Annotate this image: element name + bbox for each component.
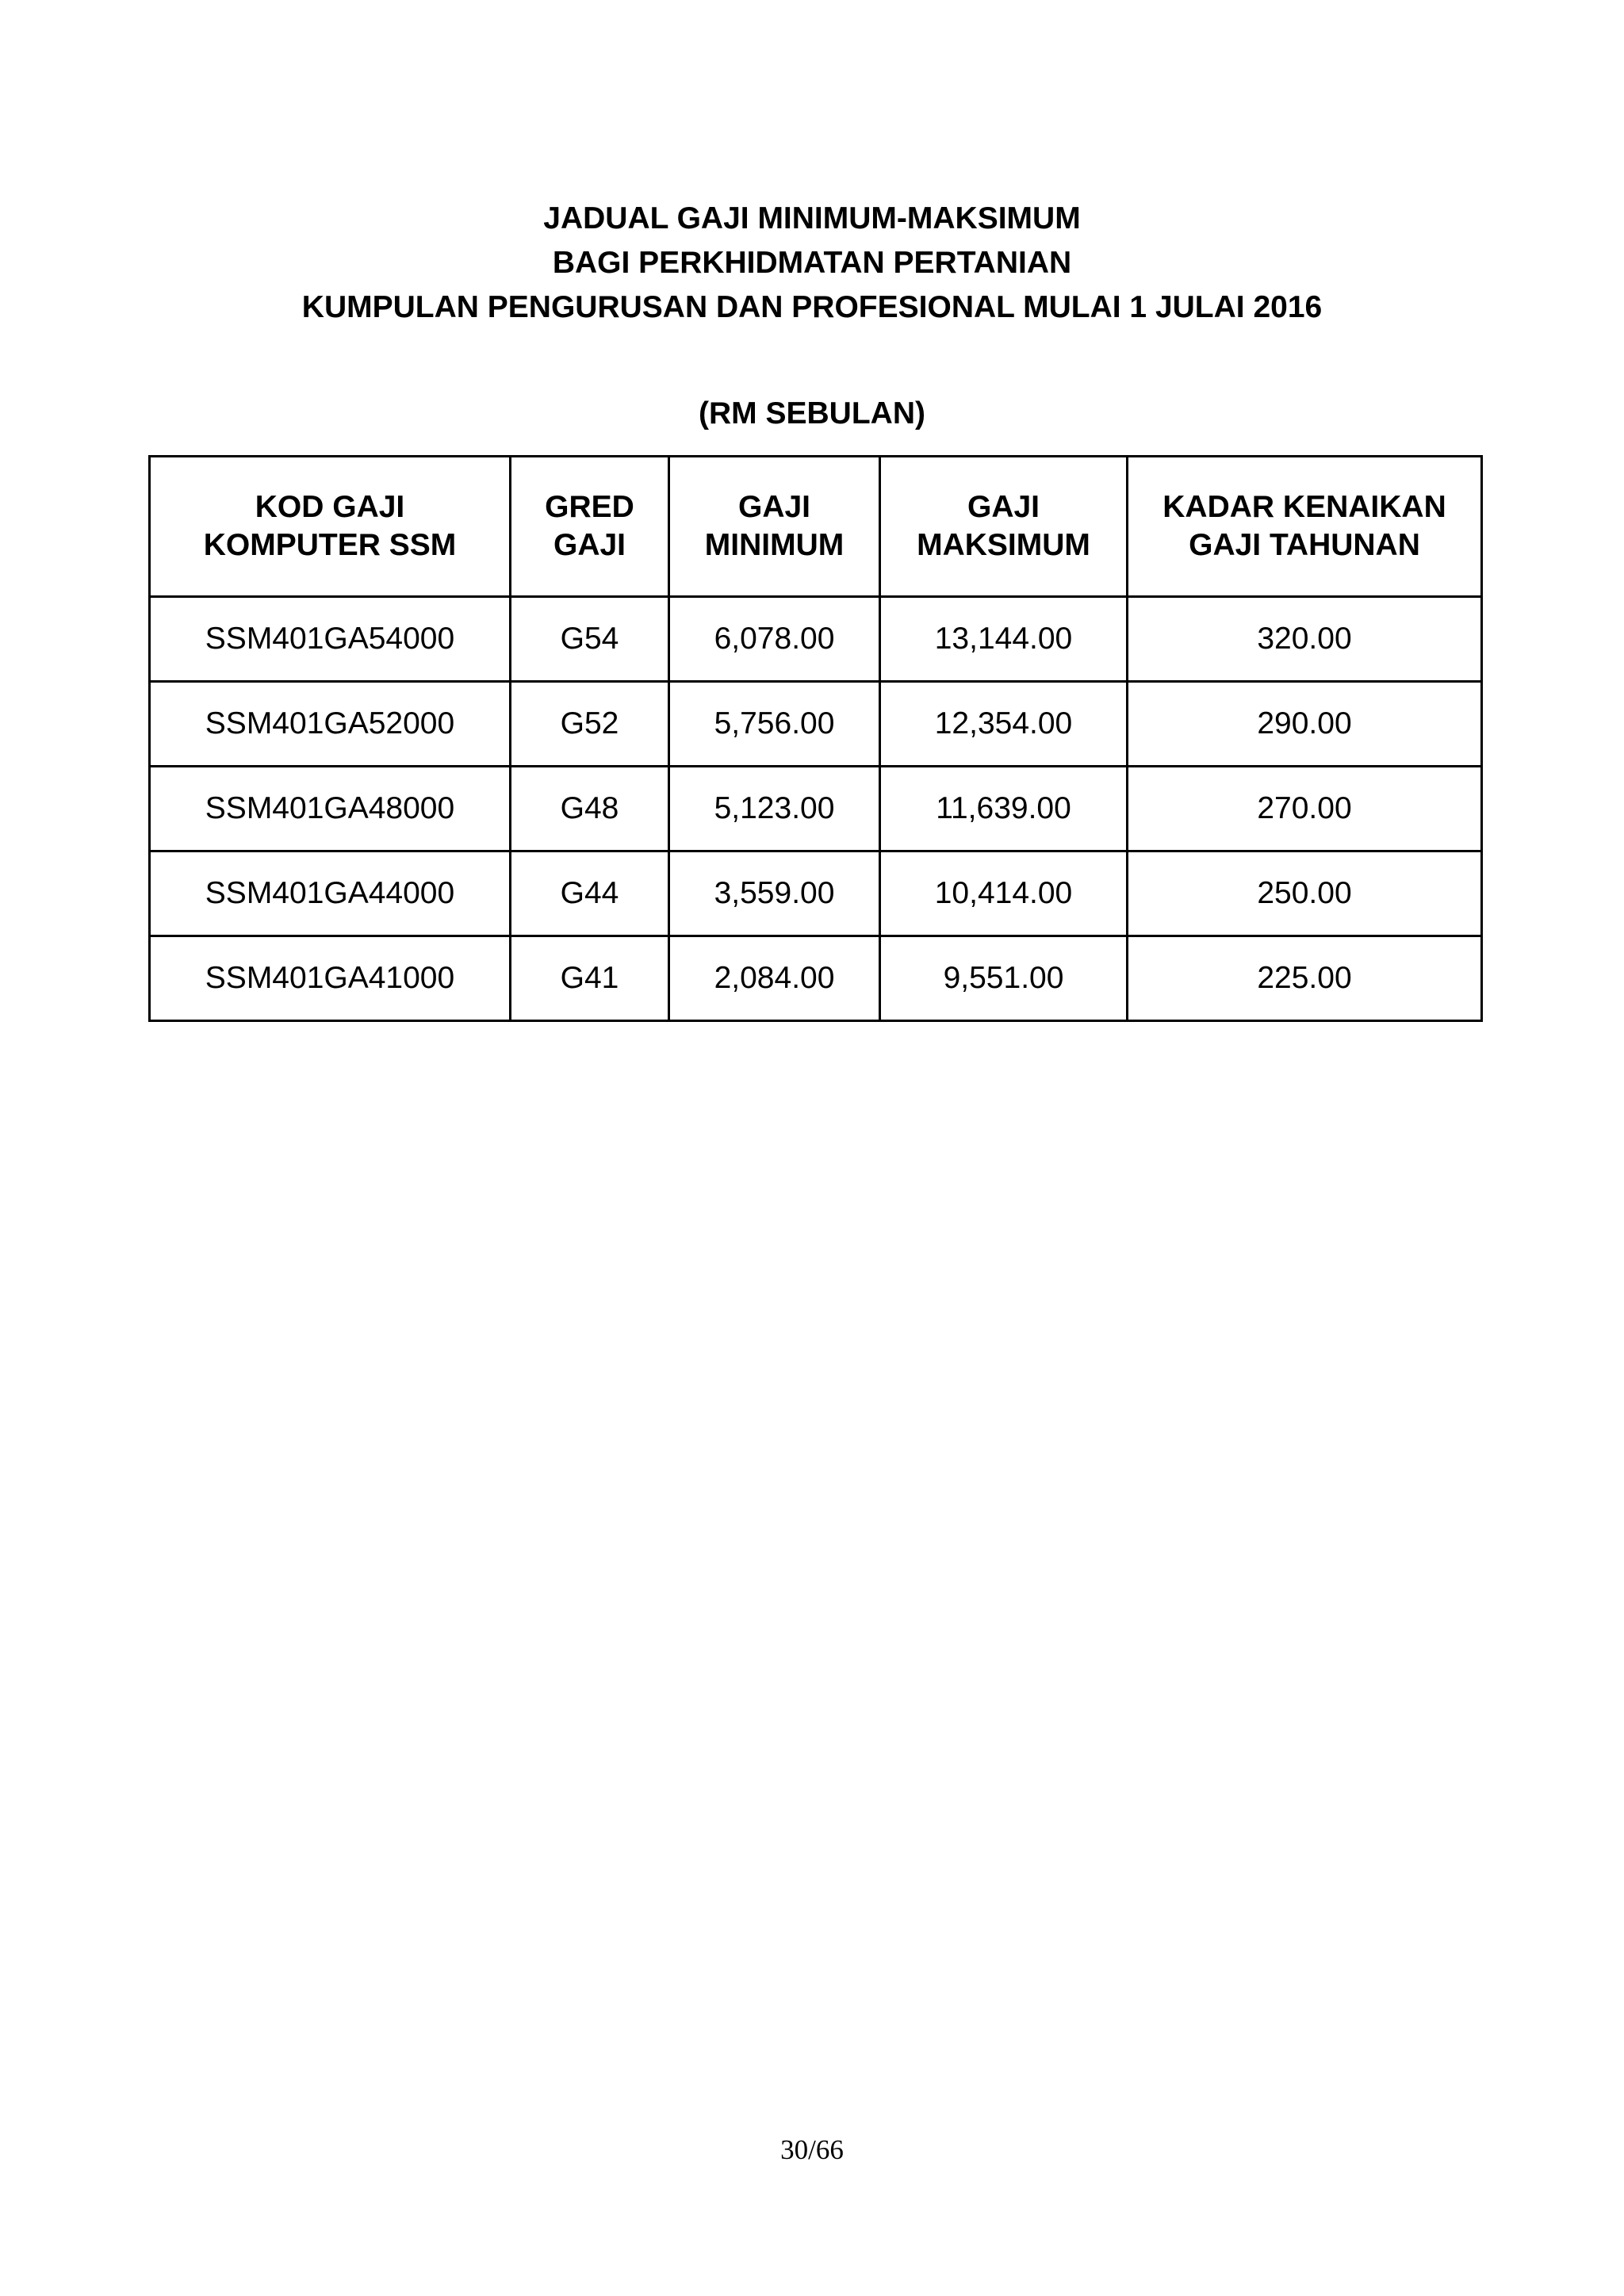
cell-minimum-salary: 6,078.00 <box>669 597 880 682</box>
cell-grade: G52 <box>511 682 669 767</box>
cell-annual-increment: 320.00 <box>1128 597 1482 682</box>
cell-salary-code: SSM401GA48000 <box>150 767 511 851</box>
table-body <box>150 597 1482 1021</box>
cell-annual-increment: 250.00 <box>1128 851 1482 936</box>
cell-maximum-salary: 13,144.00 <box>880 597 1128 682</box>
document-title <box>0 197 1624 330</box>
table-row <box>150 682 1482 767</box>
header-maximum-salary <box>880 457 1128 597</box>
cell-grade: G44 <box>511 851 669 936</box>
cell-maximum-salary: 10,414.00 <box>880 851 1128 936</box>
cell-maximum-salary: 12,354.00 <box>880 682 1128 767</box>
table-row <box>150 851 1482 936</box>
table-row <box>150 597 1482 682</box>
cell-annual-increment: 270.00 <box>1128 767 1482 851</box>
header-line: KADAR KENAIKAN <box>1162 490 1446 524</box>
header-line: KOD GAJI <box>255 490 405 524</box>
header-row <box>150 457 1482 597</box>
page-number: 30/66 <box>780 2134 844 2165</box>
table-header <box>150 457 1482 597</box>
header-line: GAJI <box>553 528 626 562</box>
header-line: MINIMUM <box>704 528 845 562</box>
cell-maximum-salary: 9,551.00 <box>880 936 1128 1021</box>
cell-minimum-salary: 5,756.00 <box>669 682 880 767</box>
salary-table <box>148 455 1483 1022</box>
cell-salary-code: SSM401GA41000 <box>150 936 511 1021</box>
title-line-3: KUMPULAN PENGURUSAN DAN PROFESIONAL MULAI 1 JULAI 2016 <box>301 290 1323 324</box>
header-line: MAKSIMUM <box>917 528 1090 562</box>
title-line-2: BAGI PERKHIDMATAN PERTANIAN <box>552 246 1072 280</box>
cell-salary-code: SSM401GA54000 <box>150 597 511 682</box>
cell-minimum-salary: 3,559.00 <box>669 851 880 936</box>
cell-minimum-salary: 2,084.00 <box>669 936 880 1021</box>
cell-salary-code: SSM401GA44000 <box>150 851 511 936</box>
header-grade <box>511 457 669 597</box>
header-salary-code <box>150 457 511 597</box>
unit-label: (RM SEBULAN) <box>699 396 925 430</box>
header-annual-increment <box>1128 457 1482 597</box>
cell-annual-increment: 225.00 <box>1128 936 1482 1021</box>
cell-salary-code: SSM401GA52000 <box>150 682 511 767</box>
cell-annual-increment: 290.00 <box>1128 682 1482 767</box>
table-row <box>150 767 1482 851</box>
table-row <box>150 936 1482 1021</box>
header-line: GRED <box>545 490 634 524</box>
header-line: GAJI TAHUNAN <box>1189 528 1420 562</box>
title-line-1: JADUAL GAJI MINIMUM-MAKSIMUM <box>543 201 1081 235</box>
cell-grade: G54 <box>511 597 669 682</box>
cell-minimum-salary: 5,123.00 <box>669 767 880 851</box>
header-line: KOMPUTER SSM <box>203 528 457 562</box>
cell-grade: G41 <box>511 936 669 1021</box>
header-line: GAJI <box>737 490 811 524</box>
cell-maximum-salary: 11,639.00 <box>880 767 1128 851</box>
cell-grade: G48 <box>511 767 669 851</box>
header-line: GAJI <box>967 490 1040 524</box>
header-minimum-salary <box>669 457 880 597</box>
